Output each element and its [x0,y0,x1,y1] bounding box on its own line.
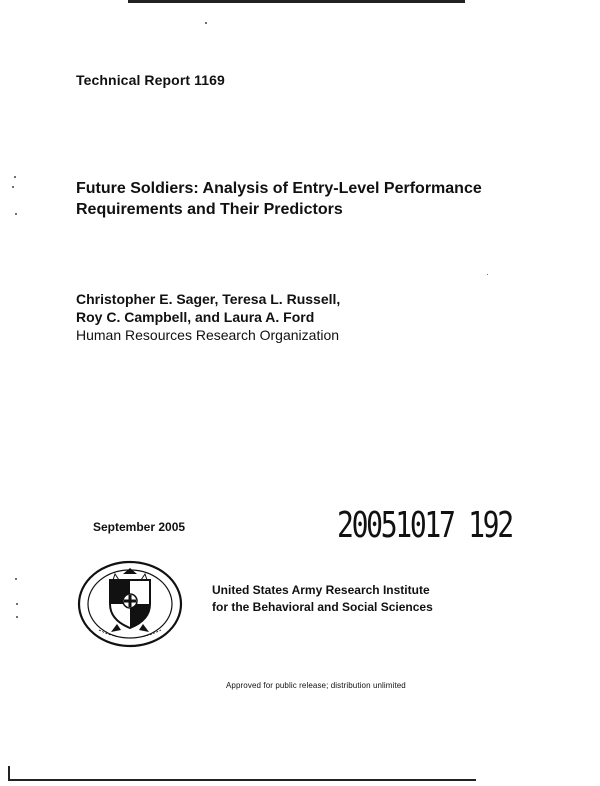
author-names-line: Roy C. Campbell, and Laura A. Ford [76,309,315,325]
scan-speck [16,616,18,618]
accession-number: 20051017 192 [337,505,512,546]
report-title-line: Future Soldiers: Analysis of Entry-Level Performance [76,180,482,197]
report-title [76,178,546,220]
institute-name [212,582,433,616]
author-organization: Human Resources Research Organization [76,327,340,343]
scan-speck [14,176,16,178]
author-block [76,290,496,344]
scan-speck [487,274,488,275]
distribution-statement: Approved for public release; distribution unlimited [226,681,406,690]
top-border-rule [128,0,465,3]
report-title-line: Requirements and Their Predictors [76,201,343,218]
scan-speck [12,186,14,188]
institute-name-line: for the Behavioral and Social Sciences [212,600,433,614]
institute-name-line: United States Army Research Institute [212,583,430,597]
scan-speck [205,22,207,24]
author-names-line: Christopher E. Sager, Teresa L. Russell, [76,291,341,307]
scan-speck [16,603,18,605]
report-number: Technical Report 1169 [76,72,225,88]
publication-date: September 2005 [93,520,186,534]
scan-speck [15,213,17,215]
army-research-institute-seal-icon [77,560,183,648]
bottom-border-rule [8,779,476,781]
scan-speck [15,578,17,580]
